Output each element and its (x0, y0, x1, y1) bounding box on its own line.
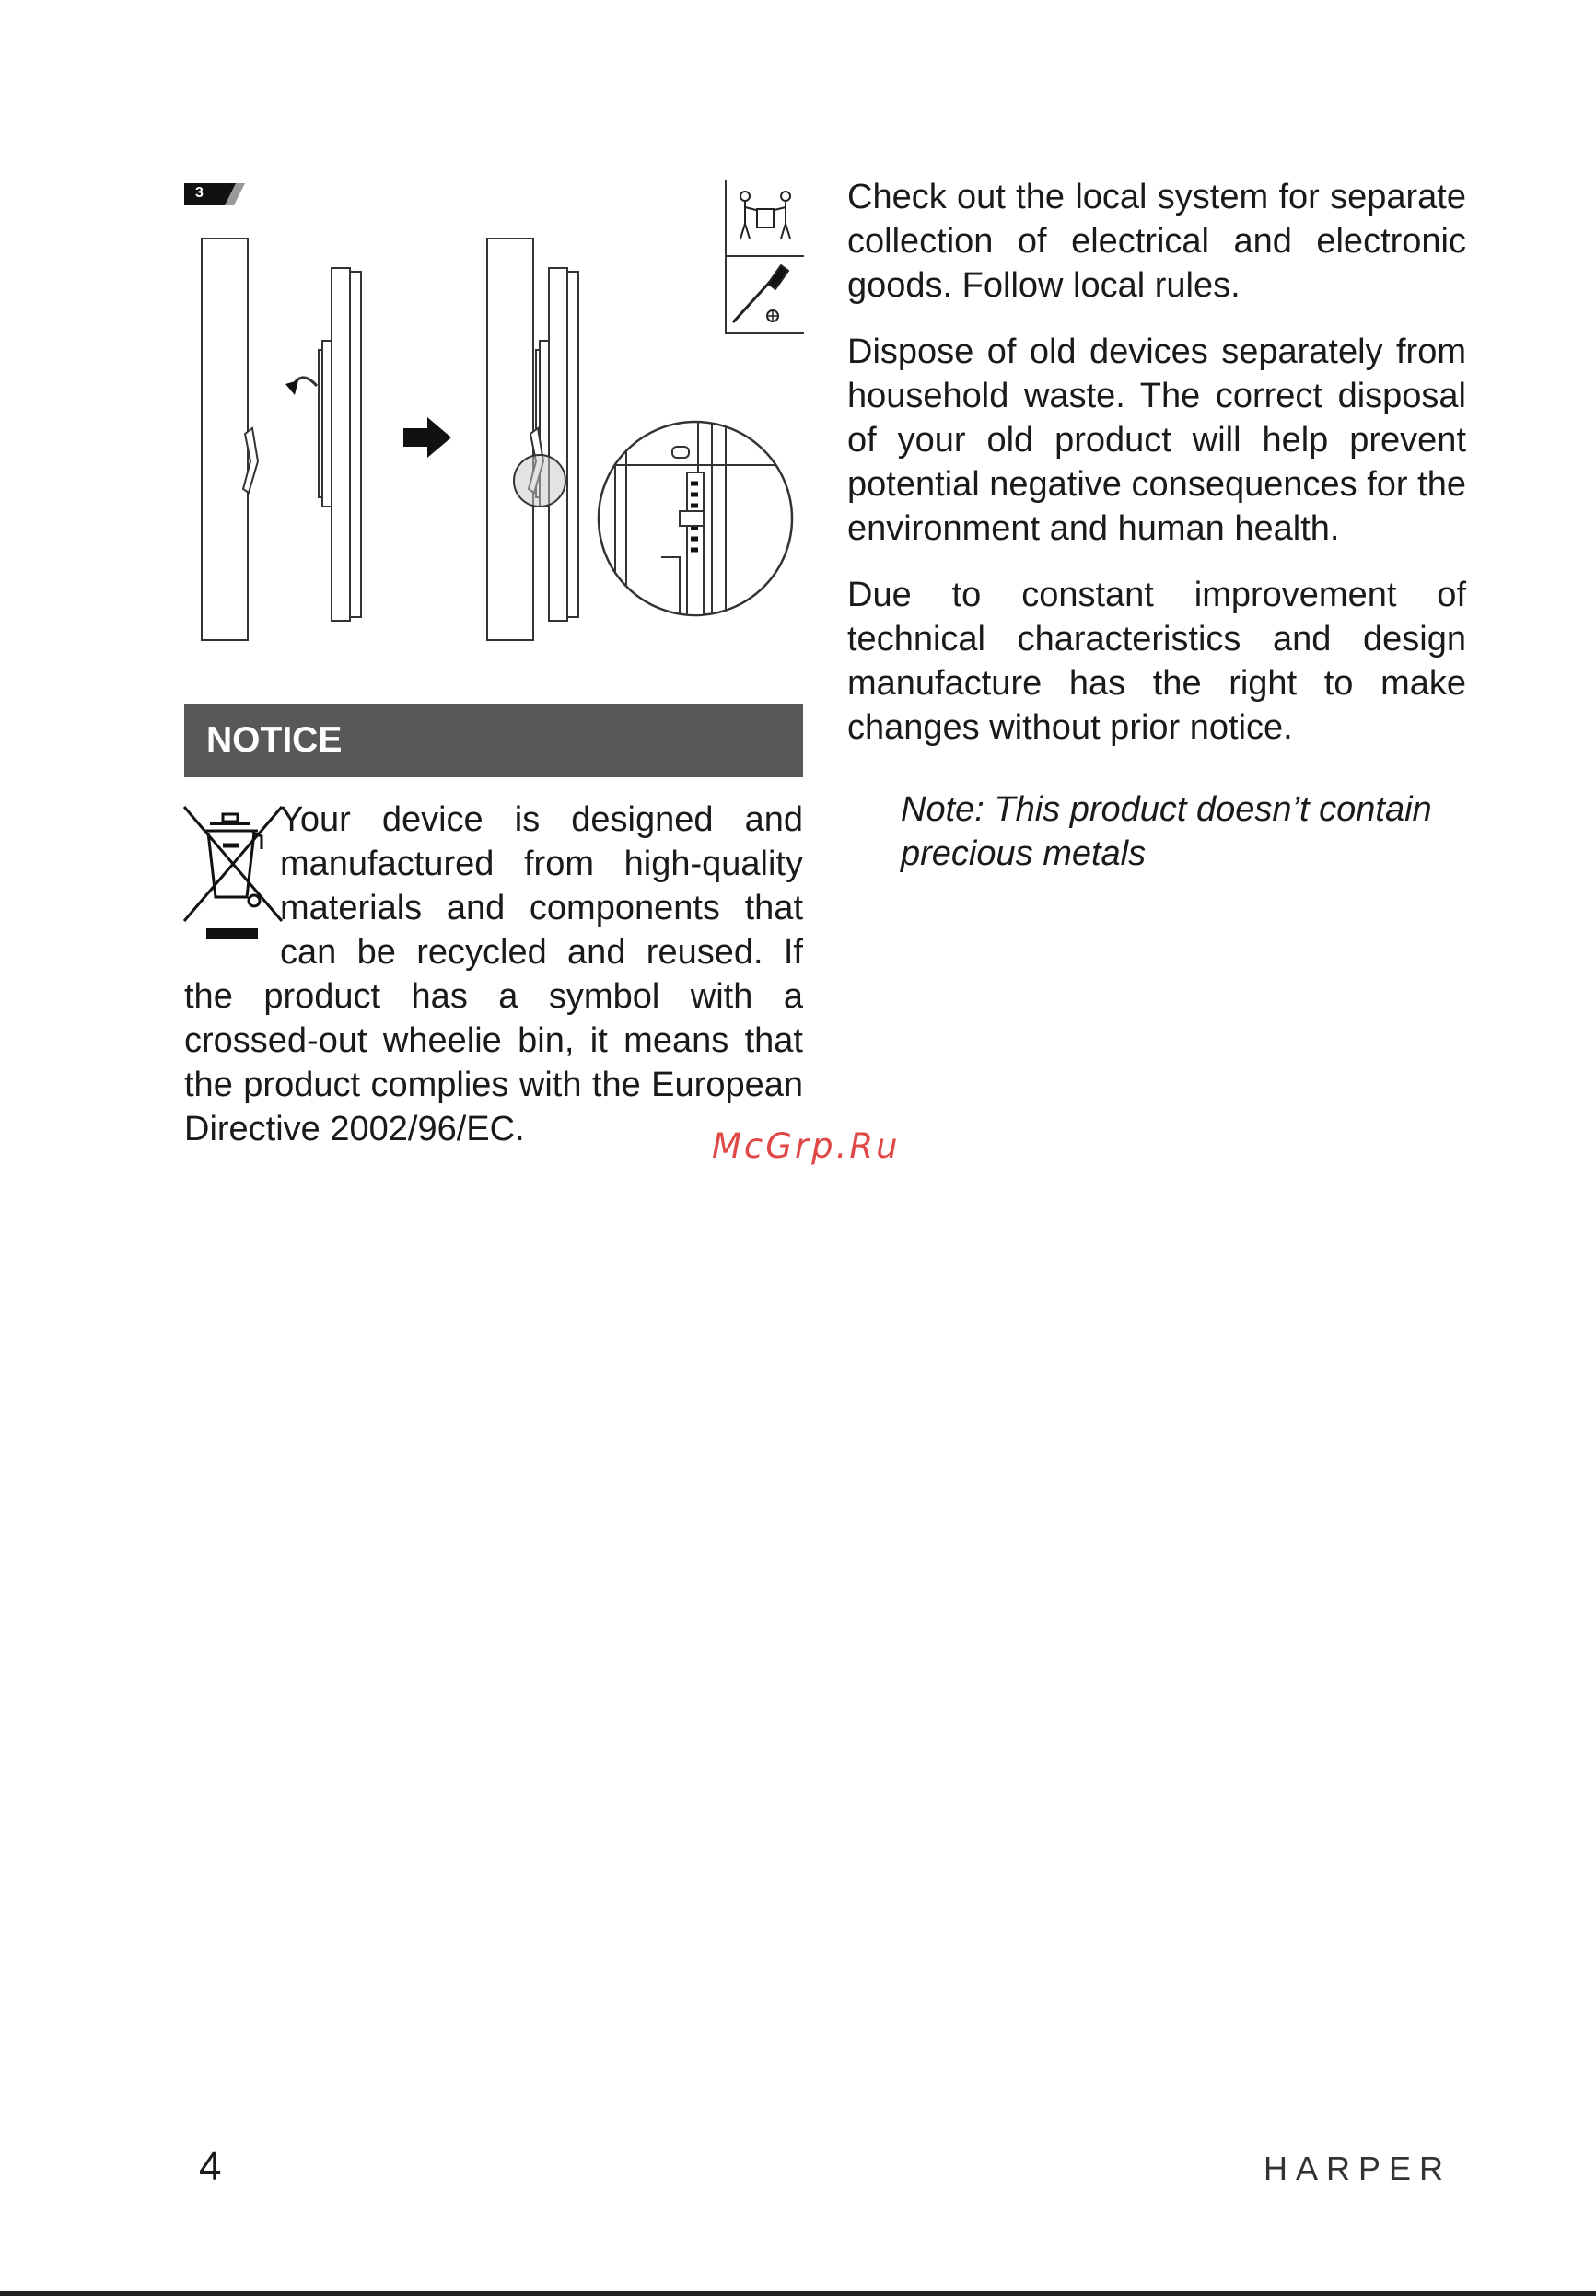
brand-logo: HARPER (1264, 2150, 1452, 2187)
right-column (847, 175, 1466, 772)
paragraph-improvement: Due to constant improvement of technical characteristics and design manufacture has the right to make changes without prior notice. (847, 576, 1466, 747)
next-step-arrow-icon (403, 417, 451, 458)
icon-float-spacer (184, 798, 280, 969)
notice-body-block (184, 798, 803, 1151)
paragraph-separate-collection: Check out the local system for separate collection of electrical and electronic goods. Follow local rules. (847, 178, 1466, 305)
paragraph-dispose: Dispose of old devices separately from household waste. The correct disposal of your old product will help prevent potential negative consequences for the environment and human health. (847, 332, 1466, 548)
bottom-edge-line (0, 2291, 1596, 2296)
notice-heading: NOTICE (184, 704, 803, 777)
notice-body: Your device is designed and manufactured from high-quality materials and components that can be recycled and reused. If the product has a symbol with a crossed-out wheelie bin, it means that the product complies with the European Directive 2002/96/EC. (184, 800, 803, 1148)
two-person-lift-icon (740, 192, 790, 239)
wall-right (487, 239, 533, 640)
wall-mount-illustration (182, 180, 804, 649)
step-number: 3 (195, 185, 204, 201)
precious-metals-note: Note: This product doesn’t contain precious metals (901, 790, 1432, 873)
page-number: 4 (199, 2144, 222, 2189)
wall-left (202, 239, 248, 640)
detail-callout-small (514, 455, 565, 507)
step-badge (184, 183, 245, 210)
watermark: McGrp.Ru (712, 1126, 901, 1166)
screwdriver-icon (733, 265, 788, 322)
step-badge-shape (184, 183, 245, 205)
